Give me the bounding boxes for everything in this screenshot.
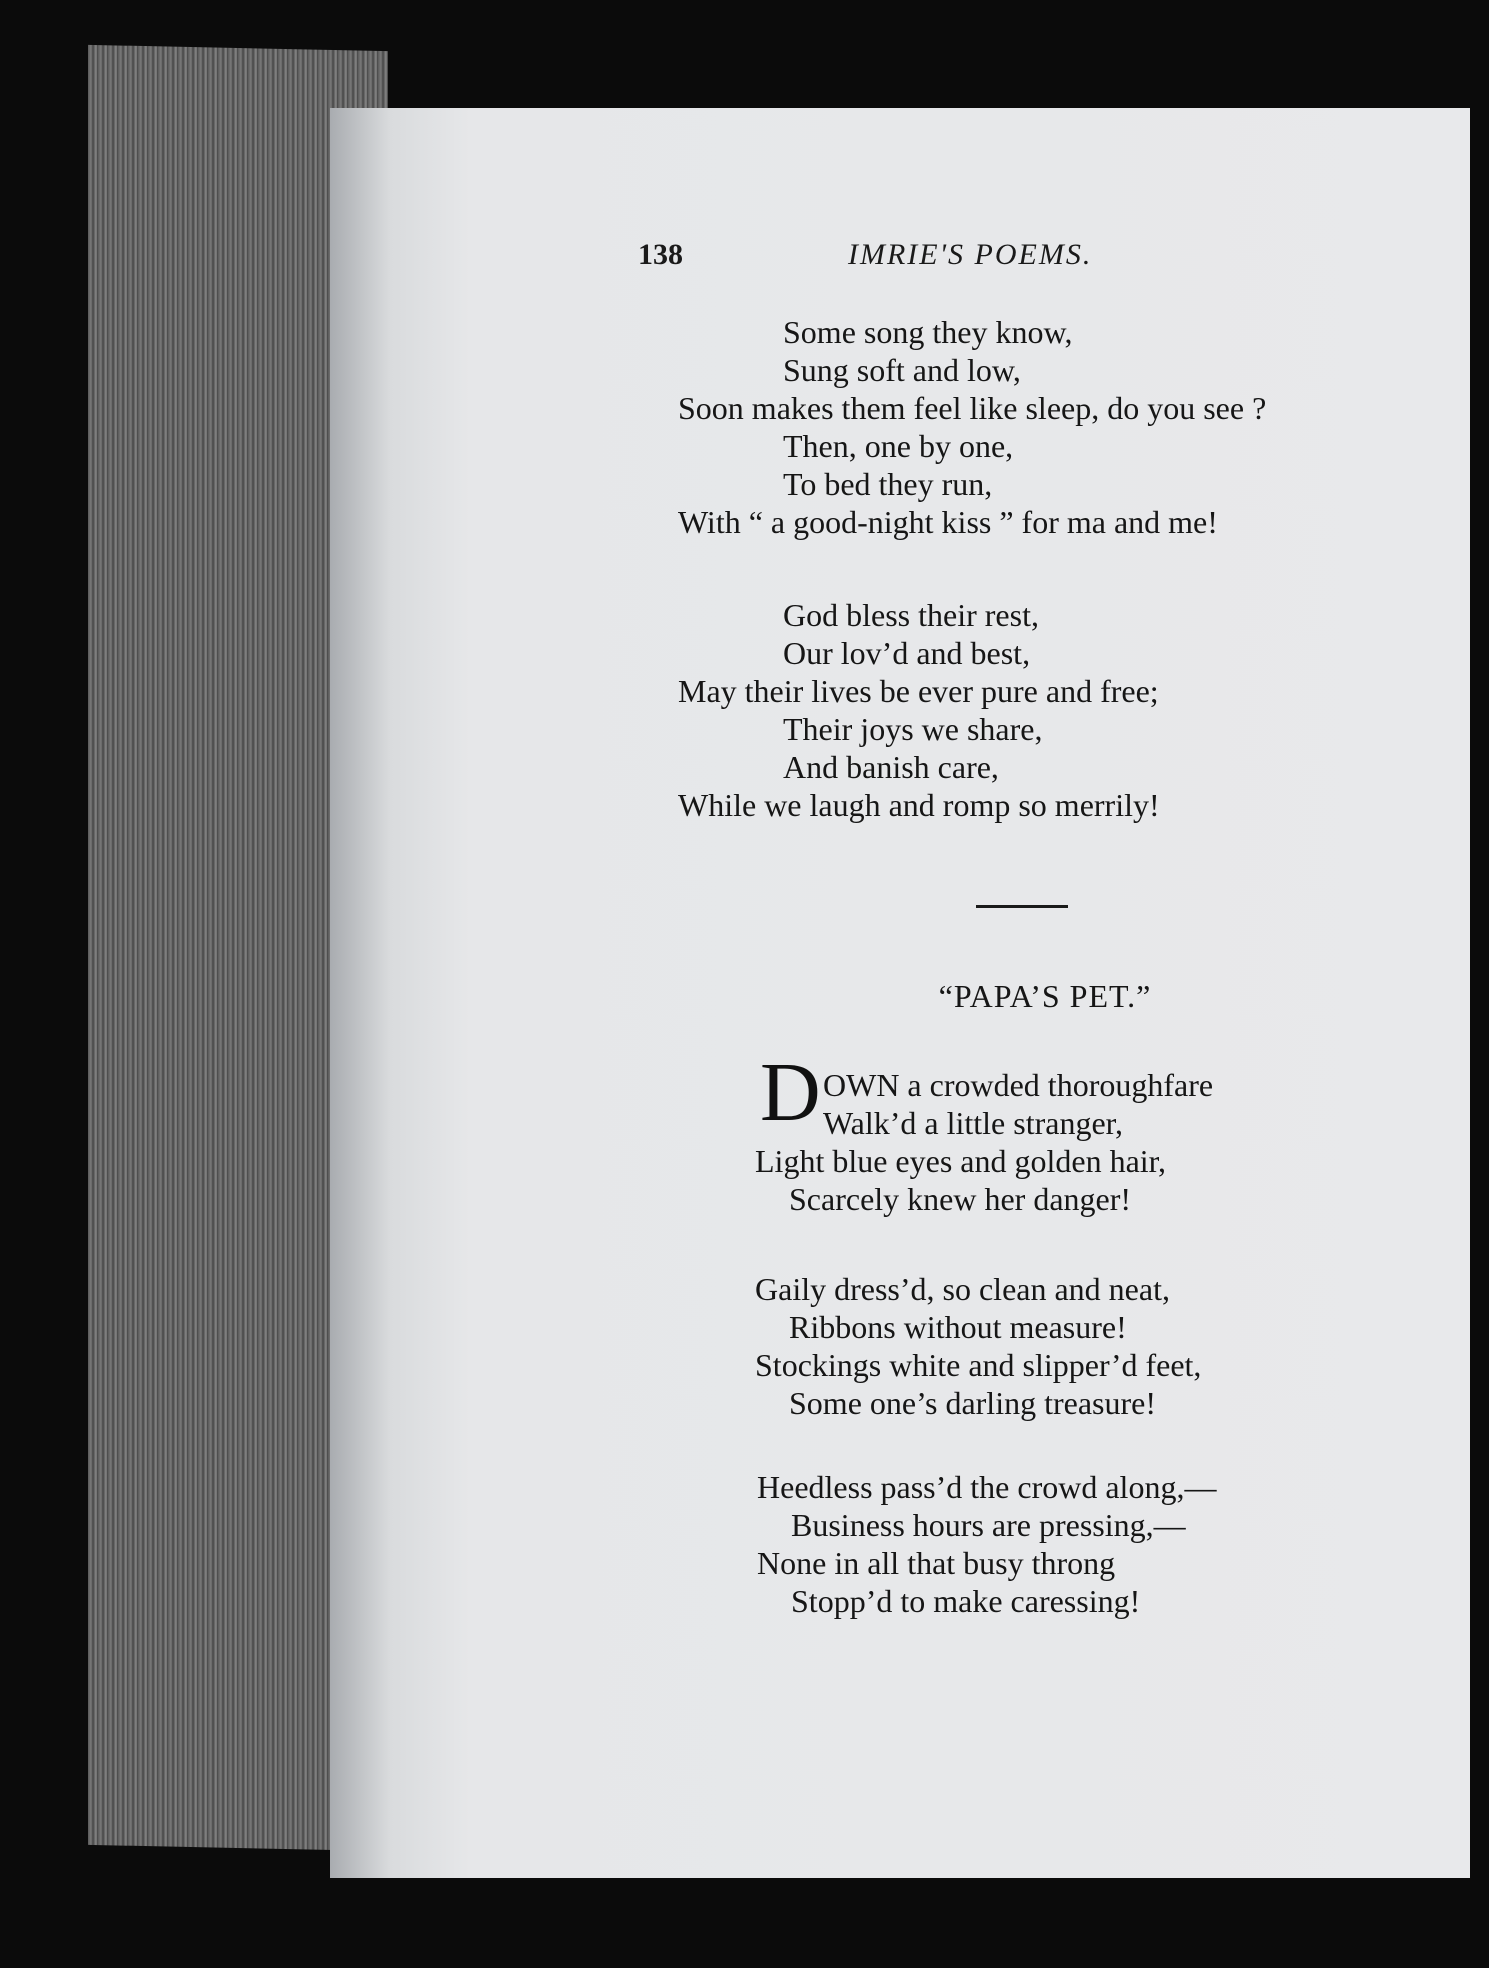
verse-line: Their joys we share, — [783, 711, 1043, 747]
verse-line: Walk’d a little stranger, — [823, 1105, 1124, 1141]
verse-line: Gaily dress’d, so clean and neat, — [755, 1271, 1170, 1307]
verse-line: Light blue eyes and golden hair, — [755, 1143, 1167, 1179]
verse-line: Sung soft and low, — [783, 352, 1021, 388]
verse-line: Ribbons without measure! — [789, 1309, 1127, 1345]
verse-line: While we laugh and romp so merrily! — [678, 787, 1160, 823]
verse-line: None in all that busy throng — [757, 1545, 1116, 1581]
running-title: IMRIE'S POEMS. — [848, 238, 1093, 271]
verse-line: Stopp’d to make caressing! — [791, 1583, 1141, 1619]
verse-line: God bless their rest, — [783, 597, 1039, 633]
page-number: 138 — [638, 238, 683, 271]
verse-line: To bed they run, — [783, 466, 993, 502]
verse-line: And banish care, — [783, 749, 999, 785]
poem2-stanza-3 — [757, 1468, 1216, 1620]
verse-line: Heedless pass’d the crowd along,— — [757, 1469, 1217, 1505]
page-header — [330, 238, 1470, 288]
verse-line: OWN a crowded thoroughfare — [823, 1067, 1214, 1103]
poem1-stanza-2 — [678, 596, 1160, 824]
verse-line: With “ a good-night kiss ” for ma and me! — [678, 504, 1218, 540]
verse-line: Soon makes them feel like sleep, do you see ? — [678, 390, 1267, 426]
section-divider — [976, 905, 1068, 908]
poem1-stanza-1 — [678, 313, 1266, 541]
verse-line: Then, one by one, — [783, 428, 1014, 464]
book-page — [330, 108, 1470, 1878]
drop-cap: D — [760, 1046, 821, 1139]
verse-line: May their lives be ever pure and free; — [678, 673, 1159, 709]
poem2-stanza-2 — [755, 1270, 1201, 1422]
verse-line: Some one’s darling treasure! — [789, 1385, 1156, 1421]
poem2-stanza-1 — [755, 1066, 1213, 1218]
verse-line: Stockings white and slipper’d feet, — [755, 1347, 1202, 1383]
verse-line: Some song they know, — [783, 314, 1073, 350]
verse-line: Our lov’d and best, — [783, 635, 1031, 671]
verse-line: Business hours are pressing,— — [791, 1507, 1186, 1543]
poem-title: “PAPA’S PET.” — [938, 978, 1152, 1014]
verse-line: Scarcely knew her danger! — [789, 1181, 1132, 1217]
